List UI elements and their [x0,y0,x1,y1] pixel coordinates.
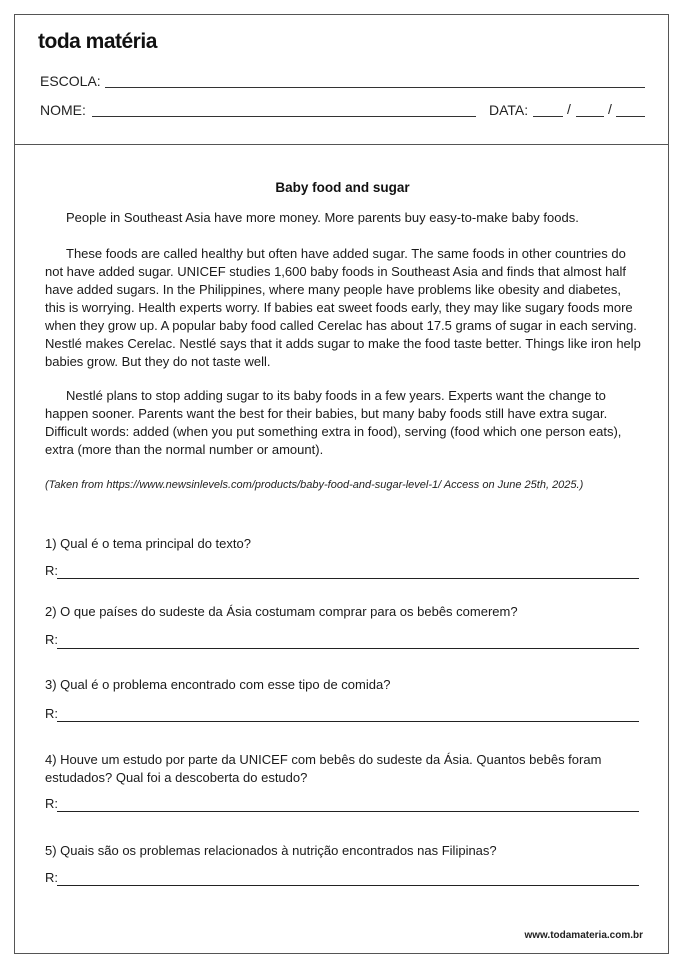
question-1: 1) Qual é o tema principal do texto? [45,536,251,551]
article-source: (Taken from https://www.newsinlevels.com/products/baby-food-and-sugar-level-1/ Access on June 25th, 2025.) [45,479,584,491]
article-paragraph-3: Nestlé plans to stop adding sugar to its baby foods in a few years. Experts want the change to happen sooner. Parents want the best for their babies, but many baby foods still have extra sugar. Difficult words: added (when you put something extra in food), serving (food which one person eats), extra (more than the normal number or amount). [45,388,622,457]
question-5: 5) Quais são os problemas relacionados à nutrição encontrados nas Filipinas? [45,843,497,858]
name-field[interactable] [92,116,476,117]
answer-label-2: R: [45,632,58,647]
question-4: 4) Houve um estudo por parte da UNICEF com bebês do sudeste da Ásia. Quantos bebês foram estudados? Qual foi a descoberta do estudo? [45,752,602,785]
answer-label-4: R: [45,796,58,811]
footer-website: www.todamateria.com.br [524,930,643,941]
article-title: Baby food and sugar [275,180,410,195]
date-month-field[interactable] [576,116,604,117]
answer-label-1: R: [45,563,58,578]
date-separator: / [567,101,571,117]
question-3: 3) Qual é o problema encontrado com esse tipo de comida? [45,677,391,692]
answer-line-1[interactable] [57,578,639,579]
date-year-field[interactable] [616,116,645,117]
name-label: NOME: [40,102,86,118]
date-day-field[interactable] [533,116,563,117]
date-label: DATA: [489,102,529,118]
question-2: 2) O que países do sudeste da Ásia costumam comprar para os bebês comerem? [45,604,518,619]
answer-line-3[interactable] [57,721,639,722]
date-separator: / [608,101,612,117]
article-paragraph-1: People in Southeast Asia have more money. More parents buy easy-to-make baby foods. [66,210,579,225]
article-paragraph-2: These foods are called healthy but often have added sugar. The same foods in other countries do not have added sugar. UNICEF studies 1,600 baby foods in Southeast Asia and finds that almost half have added sugars. In the Philippines, where many people have problems like obesity and diabetes, this is worrying. Health experts worry. If babies eat sweet foods early, they may like sugary foods more when they grow up. A popular baby food called Cerelac has about 17.5 grams of sugar in each serving. Nestlé makes Cerelac. Nestlé says that it adds sugar to make the food taste better. Things like iron help babies grow. But they do not taste well. [45,246,641,369]
answer-line-5[interactable] [57,885,639,886]
logo: toda matéria [38,30,157,53]
answer-label-5: R: [45,870,58,885]
answer-line-4[interactable] [57,811,639,812]
school-field[interactable] [105,87,645,88]
answer-label-3: R: [45,706,58,721]
header-divider [14,144,669,145]
answer-line-2[interactable] [57,648,639,649]
school-label: ESCOLA: [40,73,101,89]
